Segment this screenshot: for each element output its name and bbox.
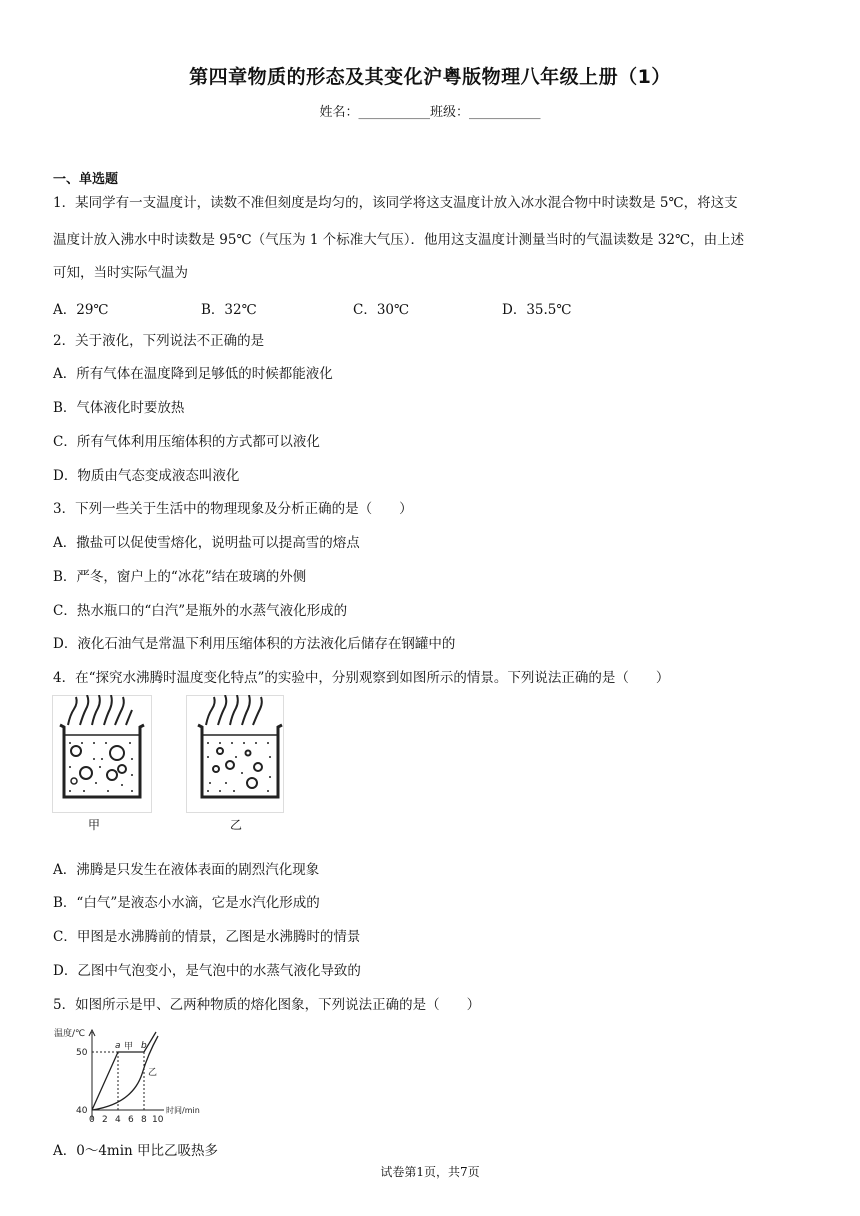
graph-point-b: b	[141, 1041, 147, 1051]
graph-x-tick-6: 6	[128, 1115, 134, 1125]
q1-stem-line1: 1．某同学有一支温度计，读数不准但刻度是均匀的，该同学将这支温度计放入冰水混合物中时读数是 5℃，将这支	[53, 195, 738, 211]
q4-option-c: C．甲图是水沸腾前的情景，乙图是水沸腾时的情景	[53, 929, 361, 945]
q3-stem: 3．下列一些关于生活中的物理现象及分析正确的是（ ）	[53, 501, 413, 517]
name-class-line: 姓名：___________班级：___________	[319, 105, 541, 120]
q1-stem-line2: 温度计放入沸水中时读数是 95℃（气压为 1 个标准大气压）．他用这支温度计测量当时的气温读数是 32℃，由上述	[53, 232, 745, 248]
q1-option-b: B．32℃	[201, 302, 257, 318]
q4-option-d: D．乙图中气泡变小，是气泡中的水蒸气液化导致的	[53, 963, 361, 979]
graph-label-jia: 甲	[124, 1042, 134, 1052]
graph-point-a: a	[115, 1041, 121, 1051]
q1-stem-line3: 可知，当时实际气温为	[53, 265, 188, 281]
q3-option-d: D．液化石油气是常温下利用压缩体积的方法液化后储存在钢罐中的	[53, 636, 456, 652]
graph-x-label: 时间/min	[166, 1106, 200, 1115]
q2-option-c: C．所有气体利用压缩体积的方式都可以液化	[53, 434, 320, 450]
q2-option-b: B．气体液化时要放热	[53, 400, 185, 416]
graph-x-tick-8: 8	[141, 1115, 147, 1125]
graph-x-tick-10: 10	[152, 1115, 164, 1125]
q1-option-c: C．30℃	[353, 302, 410, 318]
beaker-yi	[198, 695, 282, 797]
q3-option-a: A．撒盐可以促使雪熔化，说明盐可以提高雪的熔点	[53, 535, 360, 551]
q2-option-a: A．所有气体在温度降到足够低的时候都能液化	[53, 366, 333, 382]
q4-option-a: A．沸腾是只发生在液体表面的剧烈汽化现象	[53, 862, 320, 878]
boiling-beakers-figure	[52, 695, 284, 815]
q1-option-a: A．29℃	[53, 302, 109, 318]
figure-label-yi: 乙	[230, 818, 243, 832]
q3-option-b: B．严冬，窗户上的“冰花”结在玻璃的外侧	[53, 569, 307, 585]
graph-label-yi: 乙	[148, 1068, 158, 1078]
graph-y-tick-40: 40	[76, 1106, 88, 1116]
q3-option-c: C．热水瓶口的“白汽”是瓶外的水蒸气液化形成的	[53, 603, 348, 619]
beaker-jia	[60, 695, 144, 797]
q2-option-d: D．物质由气态变成液态叫液化	[53, 468, 240, 484]
q4-stem: 4．在“探究水沸腾时温度变化特点”的实验中，分别观察到如图所示的情景。下列说法正确的是（ ）	[53, 670, 670, 686]
melting-graph-figure	[52, 1024, 212, 1130]
graph-x-tick-2: 2	[102, 1115, 108, 1125]
q5-option-a: A．0～4min 甲比乙吸热多	[53, 1143, 219, 1159]
q2-stem: 2．关于液化，下列说法不正确的是	[53, 333, 265, 349]
q4-option-b: B．“白气”是液态小水滴，它是水汽化形成的	[53, 895, 320, 911]
graph-y-tick-50: 50	[76, 1048, 88, 1058]
graph-x-tick-0: 0	[89, 1115, 95, 1125]
figure-label-jia: 甲	[88, 818, 101, 832]
page-footer: 试卷第1页，共7页	[380, 1165, 480, 1179]
page-title: 第四章物质的形态及其变化沪粤版物理八年级上册（1）	[189, 66, 671, 88]
section-heading: 一、单选题	[53, 172, 119, 187]
graph-x-tick-4: 4	[115, 1115, 121, 1125]
q5-stem: 5．如图所示是甲、乙两种物质的熔化图象，下列说法正确的是（ ）	[53, 997, 481, 1013]
q1-option-d: D．35.5℃	[502, 302, 572, 318]
graph-y-label: 温度/℃	[54, 1029, 86, 1039]
